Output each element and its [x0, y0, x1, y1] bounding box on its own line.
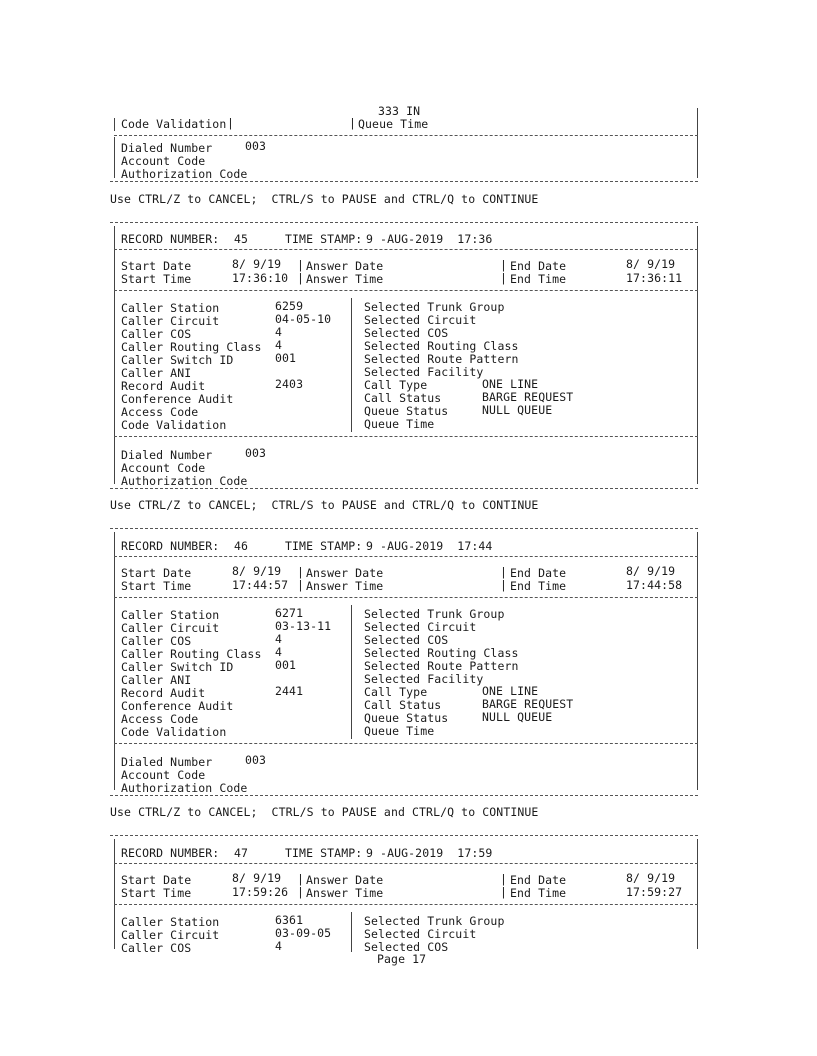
divider-pipe: |: [297, 565, 304, 579]
caller-cos-label: Caller COS: [121, 327, 192, 341]
caller-routing-class-value: 4: [275, 645, 283, 659]
start-time-value: 17:36:10: [232, 271, 289, 285]
caller-station-value: 6361: [275, 913, 304, 927]
authorization-code-label: Authorization Code: [121, 167, 248, 181]
selected-facility-label: Selected Facility: [364, 672, 484, 686]
caller-ani-label: Caller ANI: [121, 366, 192, 380]
call-type-value: ONE LINE: [482, 684, 539, 698]
right-border: [697, 226, 698, 484]
caller-circuit-label: Caller Circuit: [121, 621, 220, 635]
divider-pipe: |: [297, 872, 304, 886]
separator: [114, 290, 698, 291]
call-status-value: BARGE REQUEST: [482, 390, 574, 404]
caller-switch-id-value: 001: [275, 658, 297, 672]
answer-date-label: Answer Date: [306, 259, 384, 273]
start-time-value: 17:59:26: [232, 885, 289, 899]
start-time-label: Start Time: [121, 272, 192, 286]
time-stamp-label: TIME STAMP:: [285, 232, 363, 246]
end-date-value: 8/ 9/19: [626, 871, 676, 885]
selected-route-pattern-label: Selected Route Pattern: [364, 659, 519, 673]
caller-cos-label: Caller COS: [121, 941, 192, 955]
left-border: [114, 226, 115, 484]
answer-date-label: Answer Date: [306, 566, 384, 580]
separator: [114, 904, 698, 905]
left-border: [114, 137, 115, 178]
end-date-label: End Date: [510, 566, 567, 580]
caller-station-label: Caller Station: [121, 301, 220, 315]
dialed-number-value: 003: [245, 139, 267, 153]
end-date-label: End Date: [510, 259, 567, 273]
caller-circuit-value: 04-05-10: [275, 312, 332, 326]
separator: [110, 795, 698, 796]
queue-status-label: Queue Status: [364, 711, 449, 725]
divider-pipe: |: [297, 271, 304, 285]
caller-circuit-value: 03-09-05: [275, 926, 332, 940]
caller-routing-class-label: Caller Routing Class: [121, 647, 262, 661]
selected-cos-label: Selected COS: [364, 940, 449, 954]
time-stamp-value: 9 -AUG-2019 17:36: [366, 232, 493, 246]
access-code-label: Access Code: [121, 712, 199, 726]
selected-trunk-group-label: Selected Trunk Group: [364, 300, 505, 314]
selected-cos-label: Selected COS: [364, 633, 449, 647]
end-time-label: End Time: [510, 886, 567, 900]
start-date-value: 8/ 9/19: [232, 871, 282, 885]
divider-pipe: |: [500, 565, 507, 579]
left-border: [114, 532, 115, 790]
column-divider: [351, 912, 352, 952]
divider-pipe: |: [297, 258, 304, 272]
dialed-number-value: 003: [245, 753, 267, 767]
start-date-label: Start Date: [121, 566, 192, 580]
record-number-value: 46: [234, 539, 249, 553]
caller-routing-class-label: Caller Routing Class: [121, 340, 262, 354]
start-time-value: 17:44:57: [232, 578, 289, 592]
start-date-value: 8/ 9/19: [232, 564, 282, 578]
call-status-value: BARGE REQUEST: [482, 697, 574, 711]
selected-cos-label: Selected COS: [364, 326, 449, 340]
selected-circuit-label: Selected Circuit: [364, 927, 477, 941]
selected-trunk-group-label: Selected Trunk Group: [364, 607, 505, 621]
call-status-label: Call Status: [364, 391, 442, 405]
access-code-label: Access Code: [121, 405, 199, 419]
end-date-value: 8/ 9/19: [626, 257, 676, 271]
divider-pipe: |: [297, 885, 304, 899]
selected-circuit-label: Selected Circuit: [364, 313, 477, 327]
column-divider: [351, 605, 352, 739]
separator: [114, 249, 698, 250]
authorization-code-label: Authorization Code: [121, 474, 248, 488]
queue-time-label: Queue Time: [364, 724, 435, 738]
caller-switch-id-label: Caller Switch ID: [121, 660, 234, 674]
account-code-label: Account Code: [121, 768, 206, 782]
queue-status-value: NULL QUEUE: [482, 710, 553, 724]
selected-trunk-group-label: Selected Trunk Group: [364, 914, 505, 928]
divider-pipe: |: [500, 258, 507, 272]
caller-cos-value: 4: [275, 325, 283, 339]
start-time-label: Start Time: [121, 579, 192, 593]
selected-routing-class-label: Selected Routing Class: [364, 339, 519, 353]
column-divider: [351, 298, 352, 432]
right-border: [697, 839, 698, 949]
ctrl-message: Use CTRL/Z to CANCEL; CTRL/S to PAUSE and CTRL/Q to CONTINUE: [110, 498, 539, 512]
record-number-value: 45: [234, 232, 249, 246]
separator: [110, 181, 698, 182]
code-validation-label: Code Validation: [121, 725, 227, 739]
record-audit-value: 2403: [275, 377, 304, 391]
record-number-value: 47: [234, 846, 249, 860]
answer-date-label: Answer Date: [306, 873, 384, 887]
queue-status-value: NULL QUEUE: [482, 403, 553, 417]
caller-routing-class-value: 4: [275, 338, 283, 352]
left-border: [114, 118, 115, 131]
separator: [114, 436, 698, 437]
caller-circuit-value: 03-13-11: [275, 619, 332, 633]
end-time-value: 17:44:58: [626, 578, 683, 592]
code-validation-label: Code Validation: [121, 418, 227, 432]
authorization-code-label: Authorization Code: [121, 781, 248, 795]
call-type-value: ONE LINE: [482, 377, 539, 391]
answer-time-label: Answer Time: [306, 579, 384, 593]
divider-pipe: |: [227, 116, 234, 130]
queue-count: 333 IN: [378, 104, 421, 118]
end-time-label: End Time: [510, 272, 567, 286]
caller-switch-id-label: Caller Switch ID: [121, 353, 234, 367]
start-date-label: Start Date: [121, 259, 192, 273]
start-date-value: 8/ 9/19: [232, 257, 282, 271]
divider-pipe: |: [500, 872, 507, 886]
time-stamp-label: TIME STAMP:: [285, 539, 363, 553]
page-number: Page 17: [377, 952, 427, 966]
call-type-label: Call Type: [364, 378, 428, 392]
dialed-number-value: 003: [245, 446, 267, 460]
time-stamp-label: TIME STAMP:: [285, 846, 363, 860]
time-stamp-value: 9 -AUG-2019 17:44: [366, 539, 493, 553]
selected-facility-label: Selected Facility: [364, 365, 484, 379]
code-validation-label: Code Validation: [121, 117, 227, 131]
caller-cos-value: 4: [275, 632, 283, 646]
caller-switch-id-value: 001: [275, 351, 297, 365]
start-date-label: Start Date: [121, 873, 192, 887]
conference-audit-label: Conference Audit: [121, 699, 234, 713]
divider-pipe: |: [297, 578, 304, 592]
caller-station-label: Caller Station: [121, 608, 220, 622]
right-border: [697, 532, 698, 790]
queue-time-label: Queue Time: [364, 417, 435, 431]
end-time-label: End Time: [510, 579, 567, 593]
account-code-label: Account Code: [121, 154, 206, 168]
caller-station-value: 6271: [275, 606, 304, 620]
record-number-label: RECORD NUMBER:: [121, 846, 220, 860]
ctrl-message: Use CTRL/Z to CANCEL; CTRL/S to PAUSE and CTRL/Q to CONTINUE: [110, 192, 539, 206]
answer-time-label: Answer Time: [306, 272, 384, 286]
separator: [114, 863, 698, 864]
queue-status-label: Queue Status: [364, 404, 449, 418]
dialed-number-label: Dialed Number: [121, 755, 213, 769]
record-audit-label: Record Audit: [121, 379, 206, 393]
record-audit-value: 2441: [275, 684, 304, 698]
record-number-label: RECORD NUMBER:: [121, 539, 220, 553]
call-status-label: Call Status: [364, 698, 442, 712]
caller-circuit-label: Caller Circuit: [121, 928, 220, 942]
left-border: [114, 839, 115, 949]
selected-route-pattern-label: Selected Route Pattern: [364, 352, 519, 366]
end-time-value: 17:59:27: [626, 885, 683, 899]
call-type-label: Call Type: [364, 685, 428, 699]
selected-circuit-label: Selected Circuit: [364, 620, 477, 634]
divider-pipe: |: [500, 271, 507, 285]
separator: [110, 528, 698, 529]
separator: [110, 835, 698, 836]
ctrl-message: Use CTRL/Z to CANCEL; CTRL/S to PAUSE and CTRL/Q to CONTINUE: [110, 805, 539, 819]
queue-time-label: Queue Time: [358, 117, 429, 131]
caller-circuit-label: Caller Circuit: [121, 314, 220, 328]
caller-station-value: 6259: [275, 299, 304, 313]
dialed-number-label: Dialed Number: [121, 141, 213, 155]
separator: [114, 743, 698, 744]
start-time-label: Start Time: [121, 886, 192, 900]
separator: [114, 597, 698, 598]
record-audit-label: Record Audit: [121, 686, 206, 700]
separator: [110, 222, 698, 223]
account-code-label: Account Code: [121, 461, 206, 475]
separator: [114, 135, 698, 136]
dialed-number-label: Dialed Number: [121, 448, 213, 462]
selected-routing-class-label: Selected Routing Class: [364, 646, 519, 660]
caller-ani-label: Caller ANI: [121, 673, 192, 687]
end-time-value: 17:36:11: [626, 271, 683, 285]
record-number-label: RECORD NUMBER:: [121, 232, 220, 246]
conference-audit-label: Conference Audit: [121, 392, 234, 406]
time-stamp-value: 9 -AUG-2019 17:59: [366, 846, 493, 860]
divider-pipe: |: [500, 885, 507, 899]
separator: [110, 488, 698, 489]
separator: [114, 556, 698, 557]
end-date-value: 8/ 9/19: [626, 564, 676, 578]
answer-time-label: Answer Time: [306, 886, 384, 900]
divider-pipe: |: [500, 578, 507, 592]
end-date-label: End Date: [510, 873, 567, 887]
divider-pipe: |: [349, 116, 356, 130]
caller-cos-label: Caller COS: [121, 634, 192, 648]
caller-cos-value: 4: [275, 939, 283, 953]
caller-station-label: Caller Station: [121, 915, 220, 929]
right-border: [697, 108, 698, 178]
